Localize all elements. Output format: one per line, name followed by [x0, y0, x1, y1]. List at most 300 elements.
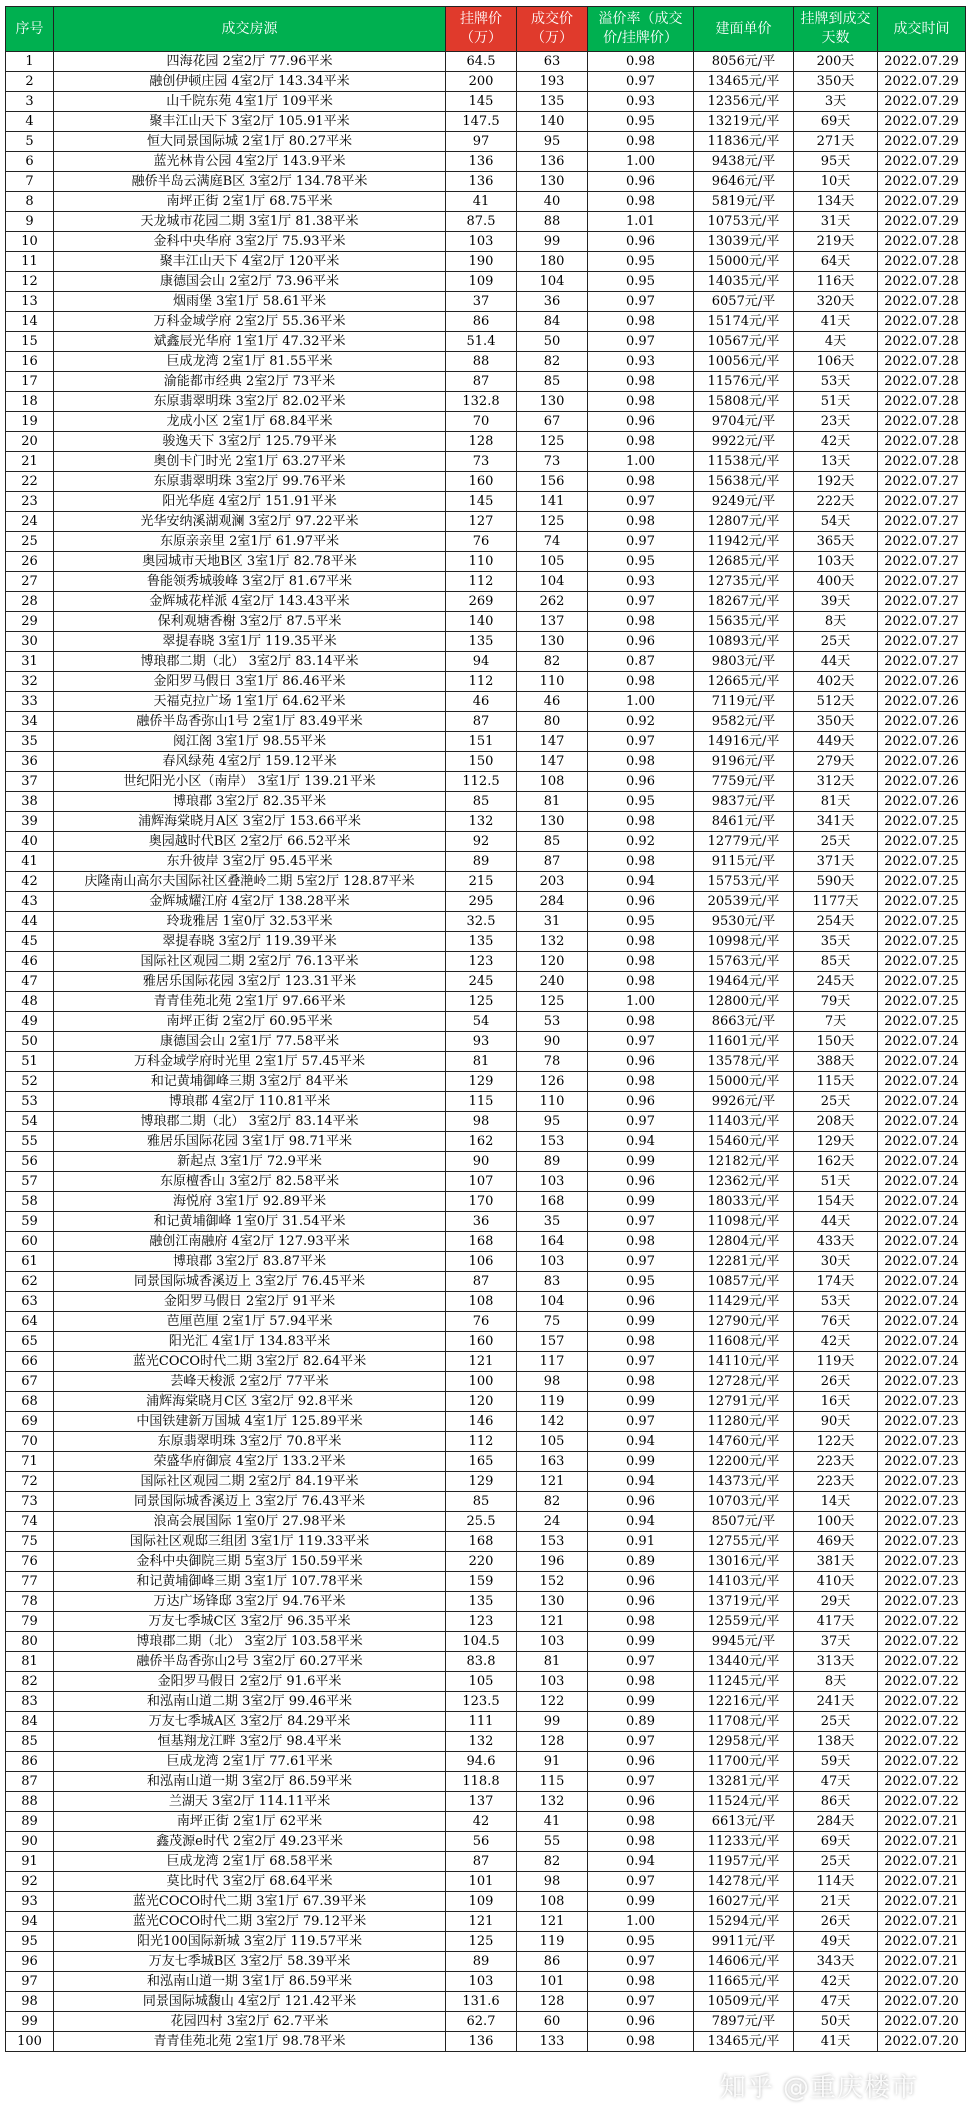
- cell-date: 2022.07.24: [878, 1312, 966, 1332]
- cell-unit-price: 11942元/平: [694, 532, 794, 552]
- cell-days: 371天: [794, 852, 878, 872]
- cell-deal-price: 82: [517, 1852, 588, 1872]
- cell-date: 2022.07.22: [878, 1732, 966, 1752]
- cell-index: 63: [6, 1292, 54, 1312]
- cell-date: 2022.07.23: [878, 1472, 966, 1492]
- cell-date: 2022.07.26: [878, 712, 966, 732]
- cell-list-price: 111: [446, 1712, 517, 1732]
- cell-list-price: 89: [446, 852, 517, 872]
- cell-listing: 青青佳苑北苑 2室1厅 98.78平米: [54, 2032, 446, 2052]
- cell-unit-price: 15753元/平: [694, 872, 794, 892]
- cell-listing: 荣盛华府御宸 4室2厅 133.2平米: [54, 1452, 446, 1472]
- cell-index: 70: [6, 1432, 54, 1452]
- table-row: [6, 1432, 966, 1452]
- cell-date: 2022.07.25: [878, 952, 966, 972]
- cell-unit-price: 12362元/平: [694, 1172, 794, 1192]
- table-row: [6, 692, 966, 712]
- cell-listing: 万友七季城B区 3室2厅 58.39平米: [54, 1952, 446, 1972]
- cell-listing: 鑫茂源e时代 2室2厅 49.23平米: [54, 1832, 446, 1852]
- cell-list-price: 118.8: [446, 1772, 517, 1792]
- cell-deal-price: 103: [517, 1172, 588, 1192]
- cell-premium-rate: 0.97: [588, 1652, 694, 1672]
- cell-list-price: 93: [446, 1032, 517, 1052]
- table-row: [6, 1872, 966, 1892]
- cell-index: 99: [6, 2012, 54, 2032]
- cell-index: 69: [6, 1412, 54, 1432]
- cell-premium-rate: 0.98: [588, 1332, 694, 1352]
- cell-premium-rate: 0.98: [588, 1832, 694, 1852]
- cell-listing: 阳光100国际新城 3室2厅 119.57平米: [54, 1932, 446, 1952]
- cell-listing: 阳光汇 4室1厅 134.83平米: [54, 1332, 446, 1352]
- cell-index: 65: [6, 1332, 54, 1352]
- cell-days: 138天: [794, 1732, 878, 1752]
- cell-days: 25天: [794, 1852, 878, 1872]
- cell-unit-price: 12665元/平: [694, 672, 794, 692]
- cell-unit-price: 5819元/平: [694, 192, 794, 212]
- cell-listing: 同景国际城馥山 4室2厅 121.42平米: [54, 1992, 446, 2012]
- cell-unit-price: 12779元/平: [694, 832, 794, 852]
- cell-date: 2022.07.25: [878, 972, 966, 992]
- cell-unit-price: 18267元/平: [694, 592, 794, 612]
- cell-list-price: 87: [446, 1272, 517, 1292]
- cell-days: 59天: [794, 1752, 878, 1772]
- cell-listing: 奥园越时代B区 2室2厅 66.52平米: [54, 832, 446, 852]
- cell-deal-price: 90: [517, 1032, 588, 1052]
- table-row: [6, 1592, 966, 1612]
- cell-days: 47天: [794, 1992, 878, 2012]
- cell-premium-rate: 0.93: [588, 572, 694, 592]
- cell-premium-rate: 0.94: [588, 1512, 694, 1532]
- cell-unit-price: 6057元/平: [694, 292, 794, 312]
- cell-deal-price: 40: [517, 192, 588, 212]
- cell-listing: 同景国际城香溪迈上 3室2厅 76.45平米: [54, 1272, 446, 1292]
- cell-days: 350天: [794, 712, 878, 732]
- table-row: [6, 1672, 966, 1692]
- cell-deal-price: 164: [517, 1232, 588, 1252]
- cell-deal-price: 50: [517, 332, 588, 352]
- table-row: [6, 252, 966, 272]
- cell-index: 61: [6, 1252, 54, 1272]
- cell-premium-rate: 0.99: [588, 1452, 694, 1472]
- cell-days: 241天: [794, 1692, 878, 1712]
- cell-premium-rate: 0.99: [588, 1192, 694, 1212]
- cell-listing: 花园四村 3室2厅 62.7平米: [54, 2012, 446, 2032]
- cell-deal-price: 88: [517, 212, 588, 232]
- cell-unit-price: 10567元/平: [694, 332, 794, 352]
- cell-days: 23天: [794, 412, 878, 432]
- cell-premium-rate: 0.98: [588, 372, 694, 392]
- cell-unit-price: 11538元/平: [694, 452, 794, 472]
- table-row: [6, 1412, 966, 1432]
- cell-days: 122天: [794, 1432, 878, 1452]
- cell-days: 8天: [794, 1672, 878, 1692]
- cell-list-price: 128: [446, 432, 517, 452]
- cell-deal-price: 78: [517, 1052, 588, 1072]
- cell-listing: 东原翡翠明珠 3室2厅 70.8平米: [54, 1432, 446, 1452]
- cell-index: 19: [6, 412, 54, 432]
- cell-index: 14: [6, 312, 54, 332]
- cell-index: 92: [6, 1872, 54, 1892]
- cell-days: 42天: [794, 1332, 878, 1352]
- cell-unit-price: 14103元/平: [694, 1572, 794, 1592]
- cell-days: 30天: [794, 1252, 878, 1272]
- cell-list-price: 123.5: [446, 1692, 517, 1712]
- cell-unit-price: 12800元/平: [694, 992, 794, 1012]
- cell-premium-rate: 0.95: [588, 1932, 694, 1952]
- cell-days: 312天: [794, 772, 878, 792]
- cell-deal-price: 98: [517, 1872, 588, 1892]
- cell-list-price: 101: [446, 1872, 517, 1892]
- cell-list-price: 85: [446, 1492, 517, 1512]
- table-row: [6, 1532, 966, 1552]
- cell-list-price: 160: [446, 1332, 517, 1352]
- cell-list-price: 90: [446, 1152, 517, 1172]
- cell-deal-price: 119: [517, 1932, 588, 1952]
- cell-date: 2022.07.26: [878, 752, 966, 772]
- table-row: [6, 1192, 966, 1212]
- cell-days: 16天: [794, 1392, 878, 1412]
- table-row: [6, 832, 966, 852]
- cell-listing: 天福克拉广场 1室1厅 64.62平米: [54, 692, 446, 712]
- cell-deal-price: 35: [517, 1212, 588, 1232]
- cell-listing: 新起点 3室1厅 72.9平米: [54, 1152, 446, 1172]
- cell-index: 10: [6, 232, 54, 252]
- cell-unit-price: 15000元/平: [694, 1072, 794, 1092]
- cell-index: 83: [6, 1692, 54, 1712]
- cell-deal-price: 91: [517, 1752, 588, 1772]
- cell-list-price: 295: [446, 892, 517, 912]
- cell-index: 71: [6, 1452, 54, 1472]
- cell-days: 400天: [794, 572, 878, 592]
- cell-listing: 融创伊顿庄园 4室2厅 143.34平米: [54, 72, 446, 92]
- cell-index: 7: [6, 172, 54, 192]
- cell-days: 343天: [794, 1952, 878, 1972]
- cell-listing: 博琅郡二期（北） 3室2厅 83.14平米: [54, 652, 446, 672]
- cell-index: 48: [6, 992, 54, 1012]
- cell-listing: 青青佳苑北苑 2室1厅 97.66平米: [54, 992, 446, 1012]
- cell-index: 74: [6, 1512, 54, 1532]
- cell-deal-price: 104: [517, 272, 588, 292]
- cell-days: 388天: [794, 1052, 878, 1072]
- cell-premium-rate: 0.98: [588, 972, 694, 992]
- cell-date: 2022.07.20: [878, 1992, 966, 2012]
- cell-index: 84: [6, 1712, 54, 1732]
- table-row: [6, 1932, 966, 1952]
- cell-days: 25天: [794, 1092, 878, 1112]
- cell-days: 114天: [794, 1872, 878, 1892]
- cell-index: 15: [6, 332, 54, 352]
- cell-days: 13天: [794, 452, 878, 472]
- cell-premium-rate: 0.97: [588, 492, 694, 512]
- cell-listing: 南坪正街 2室1厅 62平米: [54, 1812, 446, 1832]
- cell-days: 26天: [794, 1372, 878, 1392]
- cell-premium-rate: 0.98: [588, 1972, 694, 1992]
- cell-deal-price: 81: [517, 792, 588, 812]
- cell-index: 52: [6, 1072, 54, 1092]
- cell-list-price: 112: [446, 572, 517, 592]
- table-row: [6, 112, 966, 132]
- cell-date: 2022.07.24: [878, 1172, 966, 1192]
- cell-deal-price: 24: [517, 1512, 588, 1532]
- cell-deal-price: 132: [517, 932, 588, 952]
- cell-date: 2022.07.24: [878, 1352, 966, 1372]
- cell-premium-rate: 0.91: [588, 1532, 694, 1552]
- cell-premium-rate: 0.98: [588, 1372, 694, 1392]
- cell-unit-price: 10998元/平: [694, 932, 794, 952]
- cell-days: 284天: [794, 1812, 878, 1832]
- cell-listing: 阅江阁 3室1厅 98.55平米: [54, 732, 446, 752]
- cell-unit-price: 9196元/平: [694, 752, 794, 772]
- cell-premium-rate: 0.97: [588, 1252, 694, 1272]
- cell-list-price: 36: [446, 1212, 517, 1232]
- cell-unit-price: 12735元/平: [694, 572, 794, 592]
- cell-listing: 东升彼岸 3室2厅 95.45平米: [54, 852, 446, 872]
- table-row: [6, 1012, 966, 1032]
- cell-days: 21天: [794, 1892, 878, 1912]
- cell-unit-price: 14760元/平: [694, 1432, 794, 1452]
- cell-listing: 聚丰江山天下 3室2厅 105.91平米: [54, 112, 446, 132]
- cell-premium-rate: 0.99: [588, 1632, 694, 1652]
- cell-index: 44: [6, 912, 54, 932]
- cell-premium-rate: 0.99: [588, 1152, 694, 1172]
- cell-deal-price: 82: [517, 1492, 588, 1512]
- cell-listing: 博琅郡 4室2厅 110.81平米: [54, 1092, 446, 1112]
- cell-premium-rate: 1.00: [588, 452, 694, 472]
- cell-premium-rate: 0.96: [588, 232, 694, 252]
- cell-date: 2022.07.28: [878, 412, 966, 432]
- cell-unit-price: 11403元/平: [694, 1112, 794, 1132]
- cell-date: 2022.07.23: [878, 1552, 966, 1572]
- cell-premium-rate: 0.95: [588, 112, 694, 132]
- table-row: [6, 432, 966, 452]
- cell-date: 2022.07.26: [878, 772, 966, 792]
- cell-days: 86天: [794, 1792, 878, 1812]
- cell-list-price: 85: [446, 792, 517, 812]
- cell-list-price: 51.4: [446, 332, 517, 352]
- cell-date: 2022.07.27: [878, 552, 966, 572]
- cell-deal-price: 84: [517, 312, 588, 332]
- header-unit-price: 建面单价: [694, 7, 794, 52]
- cell-listing: 和记黄埔御峰三期 3室2厅 84平米: [54, 1072, 446, 1092]
- cell-listing: 国际社区观园二期 2室2厅 76.13平米: [54, 952, 446, 972]
- cell-listing: 万科金域学府 2室2厅 55.36平米: [54, 312, 446, 332]
- cell-premium-rate: 0.98: [588, 1612, 694, 1632]
- cell-list-price: 220: [446, 1552, 517, 1572]
- cell-days: 1177天: [794, 892, 878, 912]
- table-row: [6, 1752, 966, 1772]
- cell-index: 38: [6, 792, 54, 812]
- table-row: [6, 1572, 966, 1592]
- cell-deal-price: 83: [517, 1272, 588, 1292]
- cell-listing: 中国铁建新万国城 4室1厅 125.89平米: [54, 1412, 446, 1432]
- cell-days: 223天: [794, 1452, 878, 1472]
- cell-deal-price: 67: [517, 412, 588, 432]
- cell-premium-rate: 0.96: [588, 1592, 694, 1612]
- cell-listing: 翠提春晓 3室1厅 119.35平米: [54, 632, 446, 652]
- table-row: [6, 52, 966, 72]
- cell-premium-rate: 0.98: [588, 1672, 694, 1692]
- cell-unit-price: 7759元/平: [694, 772, 794, 792]
- cell-days: 381天: [794, 1552, 878, 1572]
- cell-unit-price: 13219元/平: [694, 112, 794, 132]
- cell-unit-price: 12559元/平: [694, 1612, 794, 1632]
- cell-index: 47: [6, 972, 54, 992]
- cell-date: 2022.07.22: [878, 1652, 966, 1672]
- cell-unit-price: 13465元/平: [694, 72, 794, 92]
- cell-listing: 东原檀香山 3室2厅 82.58平米: [54, 1172, 446, 1192]
- cell-date: 2022.07.29: [878, 92, 966, 112]
- cell-index: 31: [6, 652, 54, 672]
- cell-index: 6: [6, 152, 54, 172]
- cell-index: 80: [6, 1632, 54, 1652]
- cell-premium-rate: 0.97: [588, 332, 694, 352]
- cell-days: 44天: [794, 652, 878, 672]
- cell-date: 2022.07.22: [878, 1712, 966, 1732]
- cell-premium-rate: 0.96: [588, 892, 694, 912]
- cell-days: 41天: [794, 2032, 878, 2052]
- cell-deal-price: 74: [517, 532, 588, 552]
- cell-days: 150天: [794, 1032, 878, 1052]
- table-row: [6, 1832, 966, 1852]
- cell-list-price: 92: [446, 832, 517, 852]
- cell-index: 16: [6, 352, 54, 372]
- cell-deal-price: 95: [517, 132, 588, 152]
- cell-deal-price: 147: [517, 752, 588, 772]
- cell-listing: 浪高会展国际 1室0厅 27.98平米: [54, 1512, 446, 1532]
- cell-premium-rate: 0.99: [588, 1892, 694, 1912]
- cell-days: 90天: [794, 1412, 878, 1432]
- cell-days: 44天: [794, 1212, 878, 1232]
- cell-unit-price: 13281元/平: [694, 1772, 794, 1792]
- cell-listing: 巨成龙湾 2室1厅 77.61平米: [54, 1752, 446, 1772]
- cell-days: 341天: [794, 812, 878, 832]
- cell-list-price: 115: [446, 1092, 517, 1112]
- cell-premium-rate: 0.98: [588, 1232, 694, 1252]
- cell-date: 2022.07.26: [878, 732, 966, 752]
- cell-list-price: 129: [446, 1072, 517, 1092]
- cell-unit-price: 15808元/平: [694, 392, 794, 412]
- cell-premium-rate: 0.98: [588, 512, 694, 532]
- cell-premium-rate: 0.89: [588, 1712, 694, 1732]
- cell-days: 208天: [794, 1112, 878, 1132]
- cell-list-price: 146: [446, 1412, 517, 1432]
- cell-unit-price: 8461元/平: [694, 812, 794, 832]
- cell-unit-price: 15460元/平: [694, 1132, 794, 1152]
- cell-days: 54天: [794, 512, 878, 532]
- table-row: [6, 1472, 966, 1492]
- cell-list-price: 46: [446, 692, 517, 712]
- cell-listing: 康德国会山 2室2厅 73.96平米: [54, 272, 446, 292]
- cell-premium-rate: 0.99: [588, 1392, 694, 1412]
- cell-deal-price: 125: [517, 432, 588, 452]
- cell-listing: 万达广场锋邸 3室2厅 94.76平米: [54, 1592, 446, 1612]
- cell-list-price: 145: [446, 92, 517, 112]
- table-row: [6, 472, 966, 492]
- cell-date: 2022.07.28: [878, 272, 966, 292]
- cell-listing: 博琅郡 3室2厅 82.35平米: [54, 792, 446, 812]
- cell-days: 245天: [794, 972, 878, 992]
- cell-premium-rate: 0.98: [588, 132, 694, 152]
- cell-index: 89: [6, 1812, 54, 1832]
- table-row: [6, 232, 966, 252]
- table-row: [6, 1112, 966, 1132]
- table-row: [6, 1992, 966, 2012]
- table-row: [6, 1972, 966, 1992]
- cell-date: 2022.07.23: [878, 1432, 966, 1452]
- cell-deal-price: 105: [517, 552, 588, 572]
- table-row: [6, 652, 966, 672]
- cell-index: 94: [6, 1912, 54, 1932]
- table-row: [6, 92, 966, 112]
- cell-date: 2022.07.29: [878, 212, 966, 232]
- cell-index: 4: [6, 112, 54, 132]
- cell-deal-price: 87: [517, 852, 588, 872]
- cell-deal-price: 85: [517, 832, 588, 852]
- cell-date: 2022.07.26: [878, 792, 966, 812]
- cell-deal-price: 120: [517, 952, 588, 972]
- cell-unit-price: 11608元/平: [694, 1332, 794, 1352]
- cell-days: 590天: [794, 872, 878, 892]
- cell-date: 2022.07.23: [878, 1532, 966, 1552]
- cell-deal-price: 115: [517, 1772, 588, 1792]
- cell-date: 2022.07.24: [878, 1152, 966, 1172]
- cell-deal-price: 128: [517, 1732, 588, 1752]
- table-row: [6, 932, 966, 952]
- cell-deal-price: 105: [517, 1432, 588, 1452]
- cell-list-price: 87: [446, 372, 517, 392]
- cell-list-price: 123: [446, 952, 517, 972]
- cell-unit-price: 9530元/平: [694, 912, 794, 932]
- cell-deal-price: 130: [517, 632, 588, 652]
- cell-list-price: 25.5: [446, 1512, 517, 1532]
- cell-list-price: 269: [446, 592, 517, 612]
- cell-date: 2022.07.24: [878, 1132, 966, 1152]
- cell-unit-price: 9945元/平: [694, 1632, 794, 1652]
- cell-days: 103天: [794, 552, 878, 572]
- cell-listing: 国际社区观园二期 2室2厅 84.19平米: [54, 1472, 446, 1492]
- cell-unit-price: 15638元/平: [694, 472, 794, 492]
- cell-date: 2022.07.25: [878, 872, 966, 892]
- table-row: [6, 1172, 966, 1192]
- cell-date: 2022.07.28: [878, 252, 966, 272]
- cell-premium-rate: 0.93: [588, 92, 694, 112]
- cell-deal-price: 63: [517, 52, 588, 72]
- table-row: [6, 1912, 966, 1932]
- cell-deal-price: 125: [517, 512, 588, 532]
- cell-deal-price: 31: [517, 912, 588, 932]
- cell-deal-price: 110: [517, 1092, 588, 1112]
- cell-premium-rate: 0.98: [588, 672, 694, 692]
- cell-deal-price: 119: [517, 1392, 588, 1412]
- cell-days: 29天: [794, 1592, 878, 1612]
- cell-listing: 万友七季城C区 3室2厅 96.35平米: [54, 1612, 446, 1632]
- cell-list-price: 125: [446, 1932, 517, 1952]
- cell-unit-price: 6613元/平: [694, 1812, 794, 1832]
- cell-deal-price: 130: [517, 172, 588, 192]
- cell-list-price: 136: [446, 152, 517, 172]
- cell-date: 2022.07.29: [878, 132, 966, 152]
- cell-date: 2022.07.21: [878, 1812, 966, 1832]
- cell-days: 222天: [794, 492, 878, 512]
- cell-deal-price: 240: [517, 972, 588, 992]
- cell-unit-price: 15635元/平: [694, 612, 794, 632]
- cell-listing: 雅居乐国际花园 3室1厅 98.71平米: [54, 1132, 446, 1152]
- cell-premium-rate: 1.01: [588, 212, 694, 232]
- table-row: [6, 1512, 966, 1532]
- cell-listing: 骏逸天下 3室2厅 125.79平米: [54, 432, 446, 452]
- watermark: 知乎 @重庆楼市: [719, 2073, 918, 2103]
- cell-listing: 博琅郡 3室2厅 83.87平米: [54, 1252, 446, 1272]
